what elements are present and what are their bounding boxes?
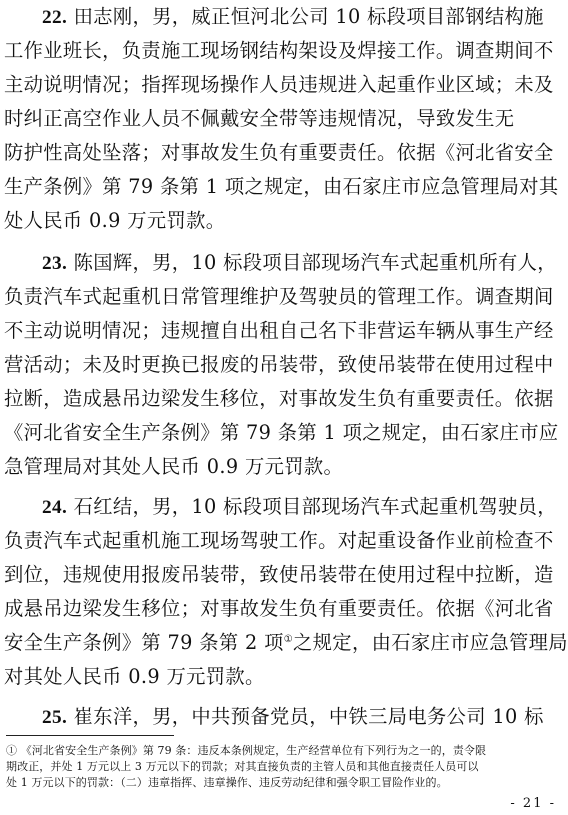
paragraph-line: 对其处人民币 0.9 万元罚款。 (4, 665, 265, 688)
item-number: 23. (42, 253, 68, 274)
paragraph-line: 负责汽车式起重机日常管理维护及驾驶员的管理工作。调查期间 (4, 285, 554, 308)
paragraph-line (4, 6, 568, 28)
paragraph-line (4, 252, 568, 274)
line-text: 石红结，男，10 标段项目部现场汽车式起重机驾驶员， (73, 495, 557, 518)
paragraph-line: 处人民币 0.9 万元罚款。 (4, 209, 226, 232)
footnote-line: 期改正，并处 1 万元以上 3 万元以下的罚款；对其直接负责的主管人员和其他直接责任人员可以 (6, 760, 479, 773)
paragraph-line: 成悬吊边梁发生移位；对事故发生负有重要责任。依据《河北省 (4, 597, 554, 620)
line-text: 安全生产条例》第 79 条第 2 项 (4, 631, 284, 654)
paragraph-line: 到位，违规使用报废吊装带，致使吊装带在使用过程中拉断，造 (4, 563, 554, 586)
paragraph-line: 时纠正高空作业人员不佩戴安全带等违规情况，导致发生无 (4, 107, 515, 130)
item-number: 25. (42, 707, 68, 728)
line-text: 崔东洋，男，中共预备党员，中铁三局电务公司 10 标 (73, 705, 544, 728)
paragraph-line: 负责汽车式起重机施工现场驾驶工作。对起重设备作业前检查不 (4, 529, 554, 552)
paragraph-line: 主动说明情况；指挥现场操作人员违规进入起重作业区域；未及 (4, 73, 554, 96)
paragraph-line: 不主动说明情况；违规擅自出租自己名下非营运车辆从事生产经 (4, 319, 554, 342)
paragraph-line: 防护性高处坠落；对事故发生负有重要责任。依据《河北省安全 (4, 141, 554, 164)
page-number: - 21 - (510, 796, 556, 811)
line-text: 之规定，由石家庄市应急管理局 (293, 631, 568, 654)
paragraph-line (4, 496, 568, 518)
paragraph-line: 营活动；未及时更换已报废的吊装带，致使吊装带在使用过程中 (4, 353, 554, 376)
paragraph-line (4, 631, 568, 654)
line-text: 陈国辉，男，10 标段项目部现场汽车式起重机所有人， (73, 251, 557, 274)
footnote-divider (6, 735, 174, 736)
paragraph-line: 《河北省安全生产条例》第 79 条第 1 项之规定，由石家庄市应 (4, 421, 559, 444)
footnote-line: 处 1 万元以下的罚款：（二）违章指挥、违章操作、违反劳动纪律和强令职工冒险作业的。 (6, 776, 448, 789)
paragraph-line (4, 706, 568, 728)
item-number: 24. (42, 497, 68, 518)
footnote-marker: ① (6, 744, 18, 757)
item-number: 22. (42, 7, 68, 28)
paragraph-line: 拉断，造成悬吊边梁发生移位，对事故发生负有重要责任。依据 (4, 387, 554, 410)
footnote-line (6, 744, 562, 758)
footnote-text: 《河北省安全生产条例》第 79 条：违反本条例规定，生产经营单位有下列行为之一的，责令限 (20, 744, 487, 757)
paragraph-line: 工作业班长，负责施工现场钢结构架设及焊接工作。调查期间不 (4, 39, 554, 62)
line-text: 田志刚，男，威正恒河北公司 10 标段项目部钢结构施 (73, 5, 544, 28)
paragraph-line: 急管理局对其处人民币 0.9 万元罚款。 (4, 455, 344, 478)
paragraph-line: 生产条例》第 79 条第 1 项之规定，由石家庄市应急管理局对其 (4, 175, 559, 198)
footnote-reference[interactable]: ① (283, 634, 294, 645)
